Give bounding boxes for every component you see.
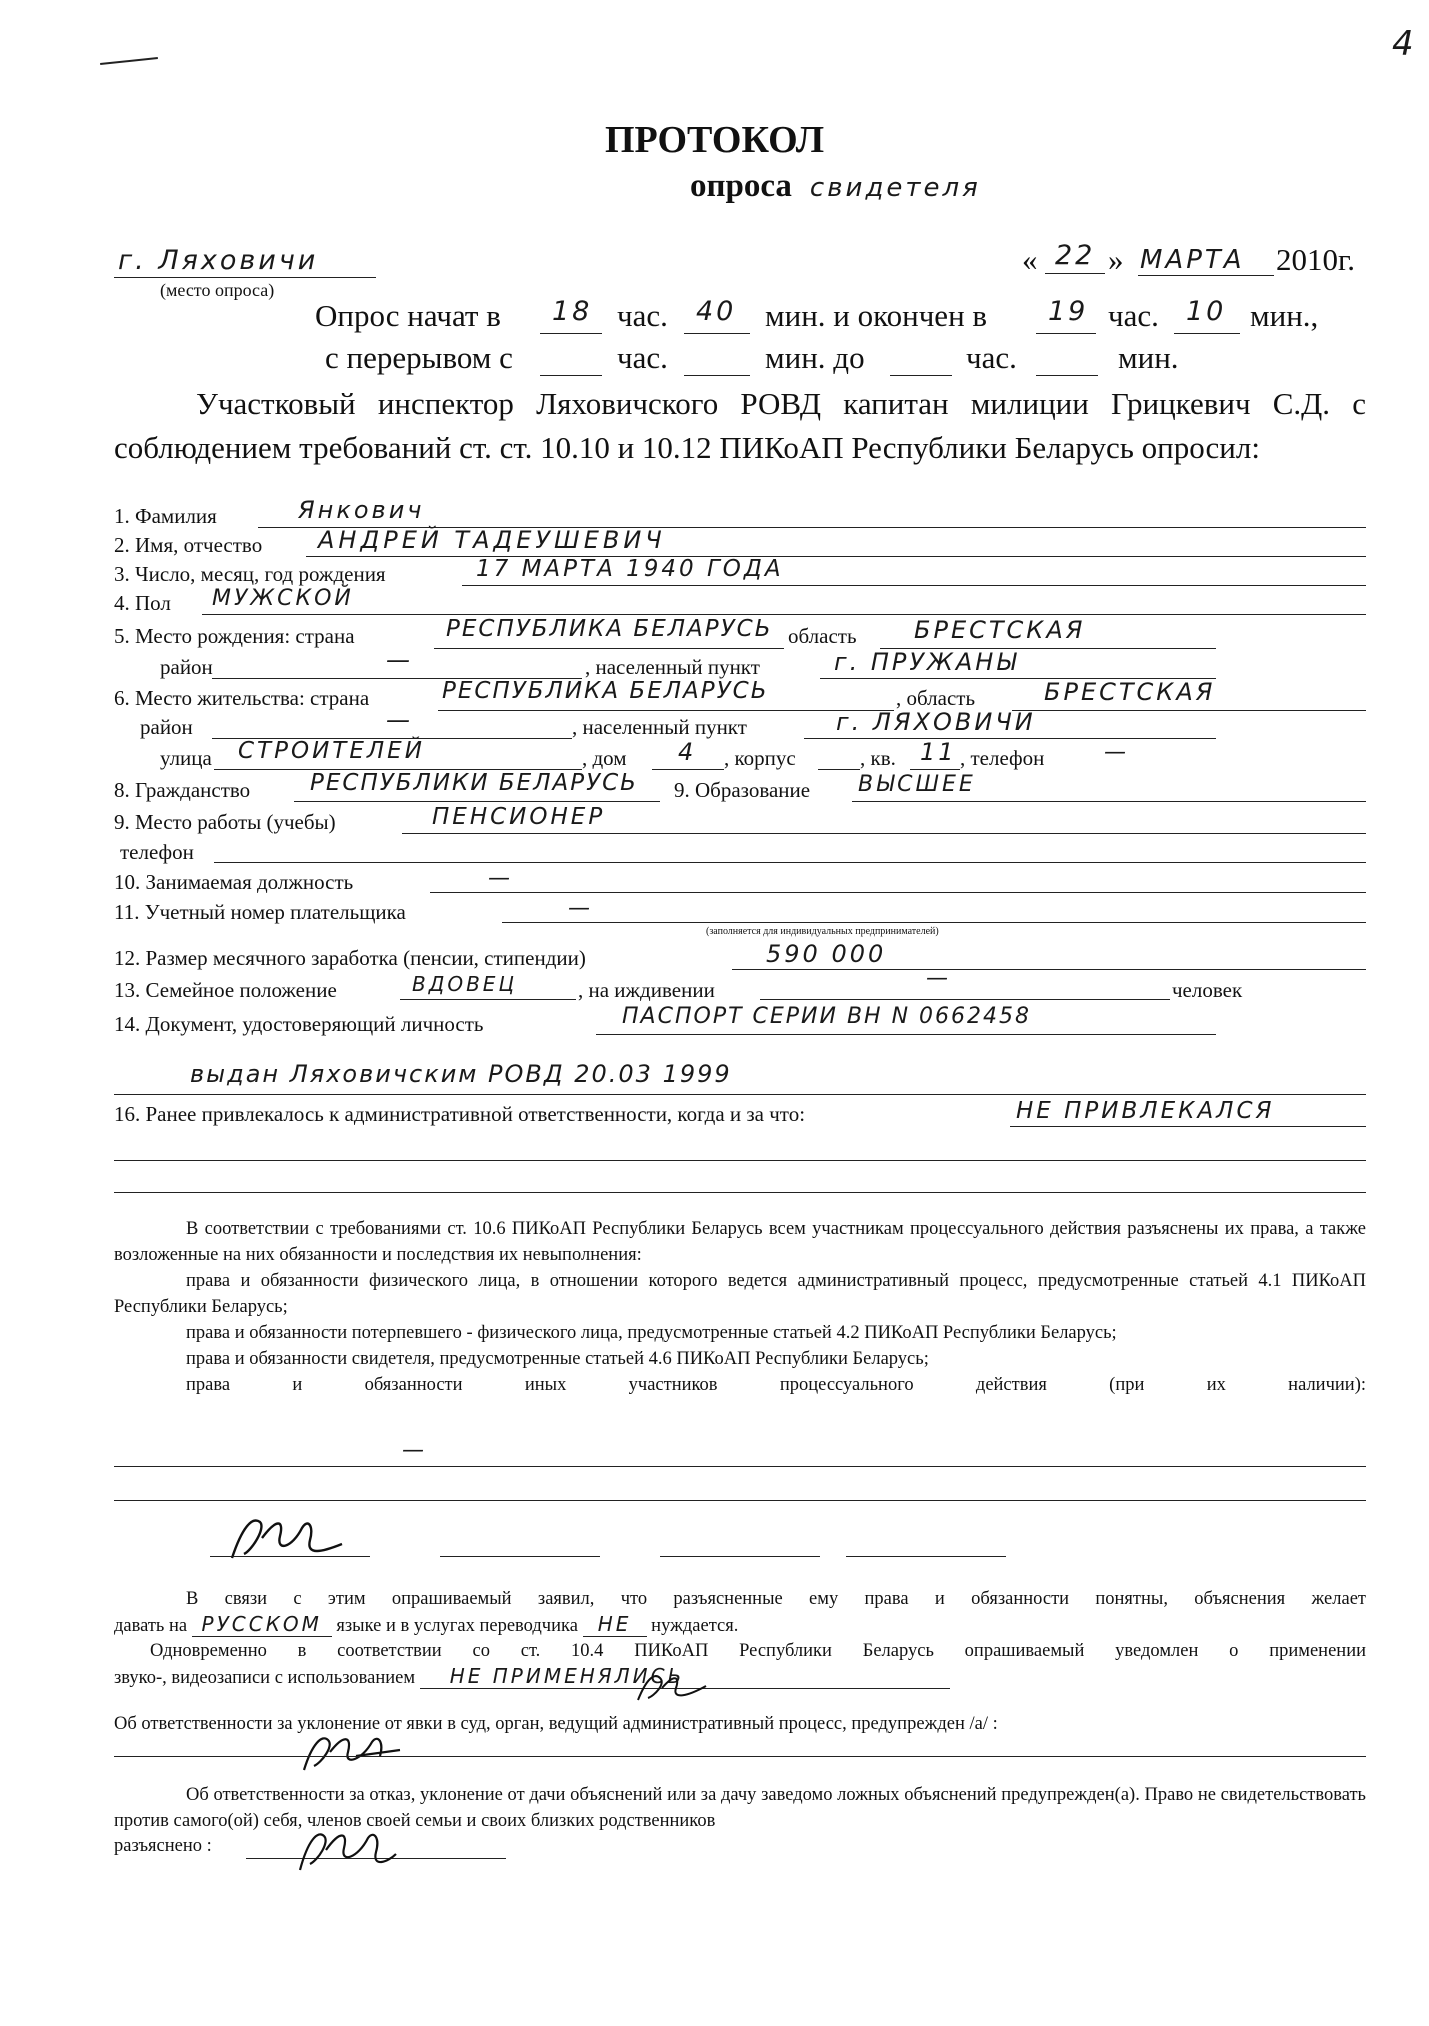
street-label: улица [160, 746, 212, 770]
break-label-hour2: час. [966, 340, 1017, 375]
residence-region: БРЕСТСКАЯ [1044, 678, 1216, 706]
signature-rights [222, 1508, 352, 1568]
birthplace-region: БРЕСТСКАЯ [914, 616, 1086, 644]
place-underline [114, 277, 376, 278]
flat-value: 11 [920, 738, 957, 766]
birthplace-label: 5. Место рождения: страна [114, 624, 355, 648]
subtitle-handwritten: свидетеля [809, 173, 981, 203]
date-quote-close: » [1108, 242, 1124, 277]
taxpayer-note: (заполняется для индивидуальных предпринимателей) [706, 926, 939, 937]
date-day: 22 [1055, 240, 1096, 271]
signature-line-4 [846, 1556, 1006, 1557]
document-subtitle [690, 168, 981, 205]
month-underline [1138, 275, 1274, 276]
workplace-line [402, 833, 1366, 834]
language-value: РУССКОМ [192, 1612, 332, 1637]
education-value: ВЫСШЕЕ [858, 772, 976, 797]
surname-value: Янкович [298, 496, 425, 524]
phone-value: — [1104, 740, 1129, 765]
id-document-label: 14. Документ, удостоверяющий личность [114, 1012, 484, 1036]
house-label: , дом [582, 746, 627, 770]
rights-others-value: — [402, 1438, 427, 1463]
dependents-line [760, 999, 1170, 1000]
interpreter-need-value: НЕ [583, 1612, 647, 1637]
corner-dash-mark [100, 57, 158, 65]
statement-text-2b: языке и в услугах переводчика [336, 1616, 578, 1636]
residence-district: — [386, 706, 413, 734]
statement-text-2a: давать на [114, 1616, 188, 1636]
break-min-to-line [1036, 375, 1098, 376]
taxpayer-value: — [568, 896, 593, 921]
residence-settlement-line [804, 738, 1216, 739]
statement-text-4a: звуко-, видеозаписи с использованием [114, 1668, 416, 1688]
explained-label: разъяснено : [114, 1836, 212, 1856]
rights-intro: В соответствии с требованиями ст. 10.6 ПИКоАП Республики Беларусь всем участникам процессуального действия разъяснены их права, а также возложенные на них обязанности и последствия их невыполнения: [114, 1219, 1366, 1265]
birthplace-region-label: область [788, 624, 857, 648]
appearance-warning: Об ответственности за уклонение от явки в суд, орган, ведущий административный процесс, предупрежден /а/ : [114, 1714, 998, 1734]
statement-text-3: Одновременно в соответствии со ст. 10.4 ПИКоАП Республики Беларусь опрашиваемый уведомлен о применении [150, 1641, 1366, 1661]
time-label-start: Опрос начат в [315, 298, 501, 333]
signature-explained [292, 1820, 402, 1876]
id-document-line [596, 1034, 1216, 1035]
statement-line-1 [114, 1586, 1366, 1612]
date-month: МАРТА [1140, 245, 1245, 275]
id-issued-value: выдан Ляховичским РОВД 20.03 1999 [190, 1060, 732, 1088]
gender-label: 4. Пол [114, 591, 171, 615]
signature-line-2 [440, 1556, 600, 1557]
time-label-end: мин. и окончен в [765, 298, 988, 333]
end-hour-line [1036, 333, 1096, 334]
corpus-label: , корпус [724, 746, 796, 770]
rights-block [114, 1216, 1366, 1398]
family-value: ВДОВЕЦ [412, 972, 517, 996]
statement-line-2 [114, 1612, 738, 1637]
signature-line-1 [210, 1556, 370, 1557]
end-min-line [1174, 333, 1240, 334]
blank-line-1 [114, 1160, 1366, 1161]
birthplace-country: РЕСПУБЛИКА БЕЛАРУСЬ [446, 616, 773, 642]
flat-line [910, 769, 960, 770]
prior-liability-value: НЕ ПРИВЛЕКАЛСЯ [1016, 1098, 1275, 1124]
page-number: 4 [1392, 24, 1414, 64]
work-phone-label: телефон [120, 840, 194, 864]
flat-label: , кв. [860, 746, 896, 770]
signature-recording [632, 1666, 712, 1706]
statement-text-2c: нуждается. [651, 1616, 739, 1636]
prior-liability-line [1010, 1126, 1366, 1127]
subtitle-prefix: опроса [690, 168, 792, 204]
position-line [430, 892, 1366, 893]
id-issued-line [114, 1094, 1366, 1095]
place-caption: (место опроса) [160, 280, 275, 300]
house-value: 4 [678, 738, 697, 766]
work-phone-line [214, 862, 1366, 863]
break-hour-from-line [540, 375, 602, 376]
statement-line-4 [114, 1664, 950, 1689]
date-year: 2010г. [1276, 242, 1355, 277]
statement-line-3 [114, 1638, 1366, 1664]
name-value: АНДРЕЙ ТАДЕУШЕВИЧ [318, 526, 666, 554]
start-min-line [684, 333, 750, 334]
house-line [652, 769, 724, 770]
citizenship-value: РЕСПУБЛИКИ БЕЛАРУСЬ [310, 770, 638, 796]
time-label-min2: мин., [1250, 298, 1319, 333]
false-testimony-text: Об ответственности за отказ, уклонение от дачи объяснений или за дачу заведомо ложных объяснений предупрежден(а). Право не свидетельствовать против самого(ой) себя, членов своей семьи и своих близких родственников [114, 1785, 1366, 1831]
break-min-from-line [684, 375, 750, 376]
residence-region-label: , область [896, 686, 976, 710]
birthplace-settlement: г. ПРУЖАНЫ [834, 648, 1019, 676]
birthplace-country-line [434, 648, 784, 649]
rights-line-2 [114, 1500, 1366, 1501]
intro-paragraph: Участковый инспектор Ляховичского РОВД капитан милиции Грицкевич С.Д. с соблюдением требований ст. ст. 10.10 и 10.12 ПИКоАП Республики Беларусь опросил: [114, 386, 1366, 465]
residence-country-line [438, 710, 894, 711]
residence-region-line [1012, 710, 1366, 711]
statement-text-1: В связи с этим опрашиваемый заявил, что разъясненные ему права и обязанности понятны, объяснения желает [186, 1589, 1366, 1609]
birthplace-settlement-label: , населенный пункт [585, 655, 760, 679]
residence-district-label: район [140, 715, 193, 739]
dependents-label: , на иждивении [578, 978, 715, 1002]
signature-appearance [296, 1726, 406, 1776]
gender-line [202, 614, 1366, 615]
break-label-from: с перерывом с [325, 340, 513, 375]
rights-others: права и обязанности иных участников процессуального действия (при их наличии): [186, 1375, 1366, 1395]
street-value: СТРОИТЕЛЕЙ [238, 738, 425, 764]
income-value: 590 000 [766, 940, 887, 968]
workplace-value: ПЕНСИОНЕР [432, 804, 606, 830]
dependents-value: — [926, 966, 951, 991]
workplace-label: 9. Место работы (учебы) [114, 810, 336, 834]
break-label-hour1: час. [617, 340, 668, 375]
recording-value: НЕ ПРИМЕНЯЛИСЬ [420, 1664, 950, 1689]
document-title: ПРОТОКОЛ [604, 119, 825, 161]
appearance-line [114, 1756, 1366, 1757]
name-label: 2. Имя, отчество [114, 533, 263, 557]
rights-person: права и обязанности физического лица, в отношении которого ведется административный процесс, предусмотренные статьей 4.1 ПИКоАП Республики Беларусь; [114, 1271, 1366, 1317]
rights-witness: права и обязанности свидетеля, предусмотренные статьей 4.6 ПИКоАП Республики Беларусь; [186, 1349, 929, 1369]
end-hour: 19 [1048, 296, 1089, 327]
persons-label: человек [1172, 978, 1243, 1002]
citizenship-line [294, 801, 660, 802]
start-min: 40 [696, 296, 737, 327]
position-value: — [488, 866, 513, 891]
start-hour-line [540, 333, 602, 334]
income-line [732, 969, 1366, 970]
birthdate-label: 3. Число, месяц, год рождения [114, 562, 386, 586]
birthdate-value: 17 МАРТА 1940 ГОДА [476, 556, 784, 582]
education-line [852, 801, 1366, 802]
family-line [400, 999, 576, 1000]
prior-liability-label: 16. Ранее привлекалось к административной ответственности, когда и за что: [114, 1102, 806, 1126]
id-document-value: ПАСПОРТ СЕРИИ ВН N 0662458 [622, 1004, 1032, 1029]
break-hour-to-line [890, 375, 952, 376]
rights-victim: права и обязанности потерпевшего - физического лица, предусмотренные статьей 4.2 ПИКоАП Республики Беларусь; [186, 1323, 1117, 1343]
day-underline [1045, 273, 1105, 274]
place-value: г. Ляховичи [118, 245, 319, 276]
gender-value: МУЖСКОЙ [212, 586, 354, 611]
time-label-hour2: час. [1108, 298, 1159, 333]
signature-line-3 [660, 1556, 820, 1557]
name-line [306, 556, 1366, 557]
residence-label: 6. Место жительства: страна [114, 686, 370, 710]
corpus-line [818, 769, 860, 770]
birthdate-line [462, 585, 1366, 586]
residence-settlement-label: , населенный пункт [572, 715, 747, 739]
taxpayer-line [502, 922, 1366, 923]
education-label: 9. Образование [674, 778, 811, 802]
birthplace-district-label: район [160, 655, 213, 679]
time-label-hour1: час. [617, 298, 668, 333]
break-label-to: мин. до [765, 340, 865, 375]
break-label-min2: мин. [1118, 340, 1179, 375]
income-label: 12. Размер месячного заработка (пенсии, стипендии) [114, 946, 586, 970]
blank-line-2 [114, 1192, 1366, 1193]
surname-label: 1. Фамилия [114, 504, 217, 528]
date-quote-open: « [1022, 242, 1038, 277]
citizenship-label: 8. Гражданство [114, 778, 251, 802]
residence-settlement: г. ЛЯХОВИЧИ [836, 708, 1036, 736]
end-min: 10 [1186, 296, 1227, 327]
position-label: 10. Занимаемая должность [114, 870, 354, 894]
taxpayer-label: 11. Учетный номер плательщика [114, 900, 406, 924]
birthplace-district: — [386, 646, 413, 674]
start-hour: 18 [552, 296, 593, 327]
family-label: 13. Семейное положение [114, 978, 337, 1002]
phone-label: , телефон [960, 746, 1045, 770]
rights-line-1 [114, 1466, 1366, 1467]
residence-country: РЕСПУБЛИКА БЕЛАРУСЬ [442, 678, 769, 704]
